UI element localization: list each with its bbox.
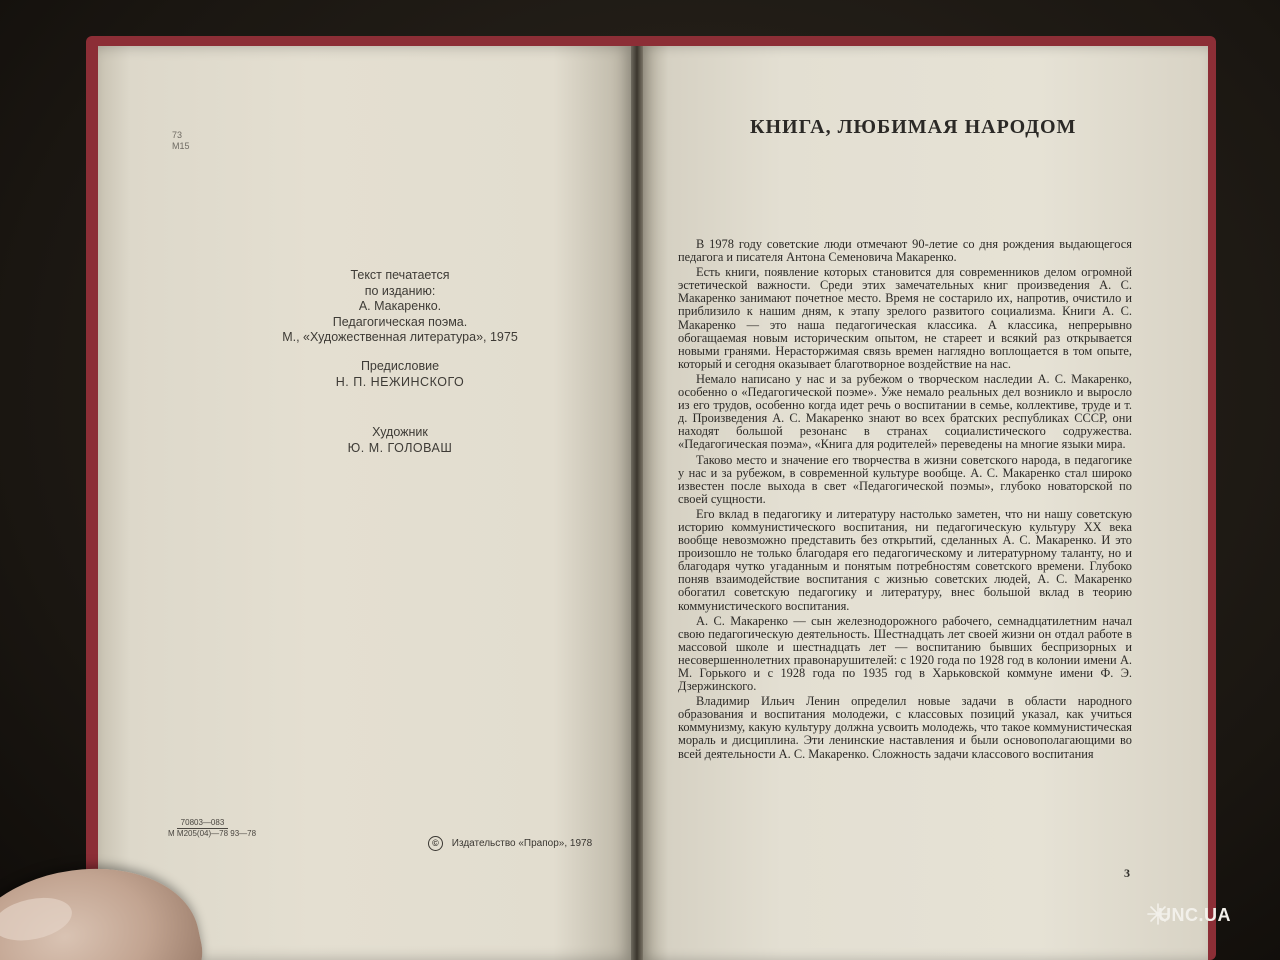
copyright-text: Издательство «Прапор», 1978 (451, 838, 593, 850)
page-number: 3 (1124, 866, 1130, 880)
foreword-author: Н. П. НЕЖИНСКОГО (335, 375, 465, 389)
catalog-prefix: М (168, 829, 175, 838)
imprint-line: М., «Художественная литература», 1975 (282, 330, 518, 344)
chapter-title: КНИГА, ЛЮБИМАЯ НАРОДОМ (750, 116, 1077, 138)
catalog-index (168, 818, 256, 839)
imprint-line: по изданию: (364, 283, 436, 298)
catalog-fraction (177, 818, 228, 839)
imprint-block (270, 268, 530, 346)
imprint-line: Педагогическая поэма. (332, 314, 468, 329)
catalog-denominator: М205(04)—78 (176, 829, 229, 838)
copyright-line (428, 836, 592, 851)
body-paragraph: Таково место и значение его творчества в жизни советского народа, в педагогике у нас и за рубежом, в современной культуре вообще. А. С. Макаренко стал широко известен после выхода в свет «Педагогической поэмы», глубоко новаторской по своей сущности. (678, 452, 1132, 506)
artist-credit (300, 424, 500, 456)
artist-name: Ю. М. ГОЛОВАШ (347, 441, 453, 455)
body-paragraph: Его вклад в педагогику и литературу настолько заметен, что ни нашу советскую историю коммунистического воспитания, ни педагогическую культуру XX века вообще невозможно представить без открытий, сделанных А. С. Макаренко. И это произошло не только благодаря его педагогическому и литературному таланту, но и благодаря чутко угаданным и понятым потребностям советского времени. Глубоко поняв взаимодействие воспитания с жизнью советских людей, А. С. Макаренко обогатил советскую педагогику и литературу, внес большой вклад в теорию коммунистического воспитания. (678, 506, 1132, 613)
imprint-line: А. Макаренко. (358, 299, 442, 313)
catalog-suffix: 93—78 (230, 829, 257, 838)
body-text (678, 238, 1132, 763)
body-paragraph: Владимир Ильич Ленин определил новые задачи в области народного образования и воспитания молодежи, с классовых позиций указал, как учиться коммунизму, какую культуру должна усвоить молодежь, что такое коммунистическая мораль и дисциплина. Эти ленинские наставления и были основополагающими во всей деятельности А. С. Макаренко. Сложность задачи классового воспитания (678, 694, 1132, 761)
library-code-line: М15 (172, 141, 190, 151)
imprint-line: Текст печатается (350, 268, 450, 282)
body-paragraph: В 1978 году советские люди отмечают 90-летие со дня рождения выдающегося педагога и писателя Антона Семеновича Макаренко. (678, 237, 1132, 265)
artist-label: Художник (372, 425, 428, 439)
body-paragraph: Есть книги, появление которых становится для современников делом огромной эстетической важности. Среди этих замечательных книг произведения А. С. Макаренко занимают почетное место. Время не состарило их, напротив, очистило и приблизило к нашим дням, к этапу зрелого развитого социализма. Книги А. С. Макаренко — это наша педагогическая классика. А классика, непрерывно обогащаемая новым историческим опытом, не стареет и всякий раз открывается новыми гранями. Нерасторжимая связь времен наглядно воплощается в том опыте, который и сегодня оказывает благотворное воздействие на нас. (678, 265, 1132, 371)
library-code-line: 73 (172, 130, 183, 140)
body-paragraph: А. С. Макаренко — сын железнодорожного рабочего, семнадцатилетним начал свою педагогическую деятельность. Шестнадцать лет своей жизни он отдал работе в массовой школе и шестнадцать лет — воспитанию бывших беспризорных и несовершеннолетних правонарушителей: с 1920 года по 1928 год в колонии имени А. М. Горького и с 1928 года по 1935 год в Харьковской коммуне имени Ф. Э. Дзержинского. (678, 613, 1132, 694)
copyright-icon: © (428, 836, 443, 851)
watermark-text: UNC.UA (1158, 905, 1231, 925)
library-code (172, 130, 190, 152)
body-paragraph: Немало написано у нас и за рубежом о творческом наследии А. С. Макаренко, особенно о «Педагогической поэме». Уже немало реальных дел возникло и выросло из его трудов, особенно когда идет речь о воспитании в семье, коллективе, труде и т. д. Произведения А. С. Макаренко знают во всех братских республиках СССР, они находят большой резонанс в странах социалистического содружества. «Педагогическая поэма», «Книга для родителей» переведены на многие языки мира. (678, 371, 1132, 452)
foreword-credit (300, 358, 500, 390)
catalog-numerator: 70803—083 (177, 818, 228, 829)
thumbnail-nail (0, 891, 76, 947)
foreword-label: Предисловие (360, 359, 440, 373)
book-gutter (631, 46, 643, 960)
